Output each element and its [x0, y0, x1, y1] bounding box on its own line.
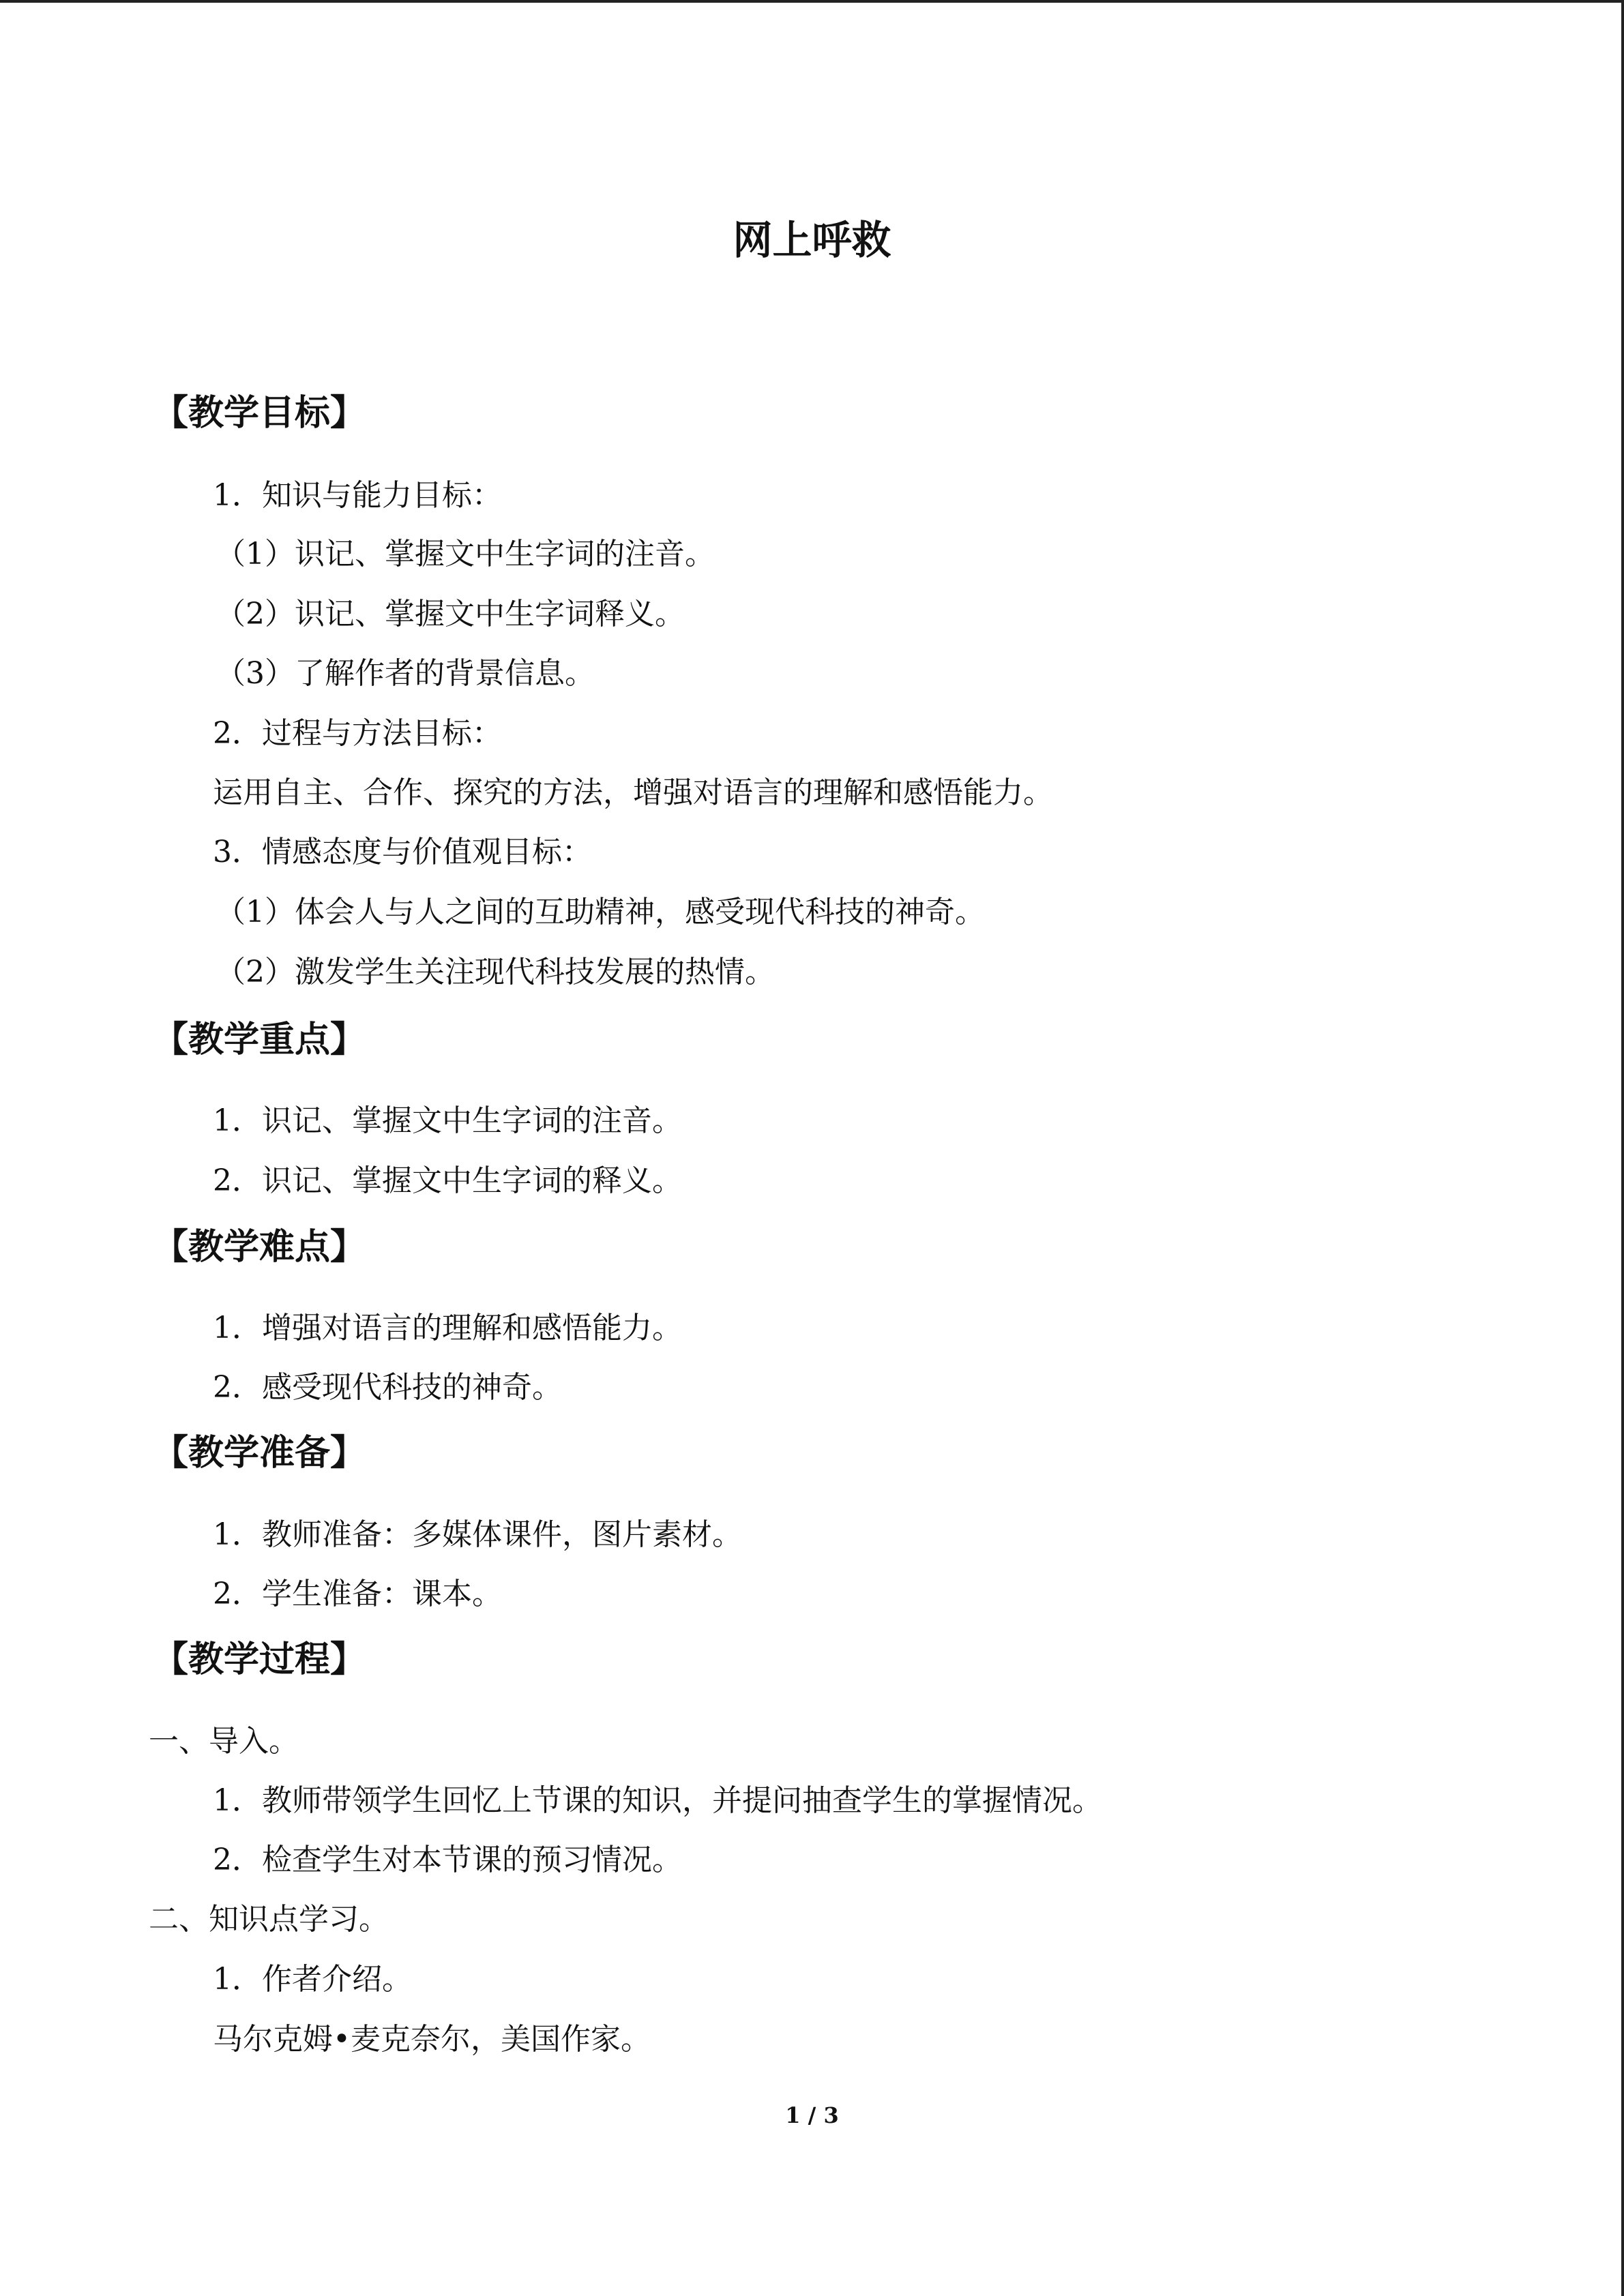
difficulties-line-2: 2．感受现代科技的神奇。 [213, 1370, 562, 1405]
section-heading-difficulties: 【教学难点】 [153, 1226, 366, 1268]
document-title: 网上呼救 [733, 217, 891, 263]
objectives-line-3: （2）识记、掌握文中生字词释义。 [216, 597, 685, 631]
process-line-3: 2．检查学生对本节课的预习情况。 [213, 1843, 682, 1877]
page-number: 1 / 3 [785, 2102, 839, 2128]
objectives-line-8: （1）体会人与人之间的互助精神，感受现代科技的神奇。 [216, 895, 985, 929]
process-line-1: 一、导入。 [149, 1724, 299, 1759]
process-line-4: 二、知识点学习。 [149, 1902, 389, 1937]
objectives-line-9: （2）激发学生关注现代科技发展的热情。 [216, 955, 775, 989]
page-top-border [0, 0, 1624, 3]
process-line-6: 马尔克姆•麦克奈尔，美国作家。 [213, 2022, 651, 2057]
objectives-line-1: 1．知识与能力目标： [213, 478, 502, 513]
difficulties-line-1: 1．增强对语言的理解和感悟能力。 [213, 1311, 682, 1345]
section-heading-objectives: 【教学目标】 [153, 392, 366, 434]
page-right-border [1621, 0, 1624, 2296]
objectives-line-7: 3．情感态度与价值观目标： [213, 835, 592, 869]
objectives-line-5: 2．过程与方法目标： [213, 716, 502, 751]
objectives-line-2: （1）识记、掌握文中生字词的注音。 [216, 537, 715, 571]
preparation-line-2: 2．学生准备：课本。 [213, 1577, 502, 1611]
objectives-line-6: 运用自主、合作、探究的方法，增强对语言的理解和感悟能力。 [213, 775, 1053, 810]
section-heading-preparation: 【教学准备】 [153, 1432, 366, 1474]
preparation-line-1: 1．教师准备：多媒体课件，图片素材。 [213, 1517, 742, 1552]
process-line-2: 1．教师带领学生回忆上节课的知识，并提问抽查学生的掌握情况。 [213, 1783, 1102, 1818]
section-heading-key-points: 【教学重点】 [153, 1019, 366, 1060]
process-line-5: 1．作者介绍。 [213, 1962, 412, 1997]
objectives-line-4: （3）了解作者的背景信息。 [216, 656, 595, 691]
section-heading-process: 【教学过程】 [153, 1639, 366, 1680]
key-points-line-2: 2．识记、掌握文中生字词的释义。 [213, 1163, 682, 1198]
key-points-line-1: 1．识记、掌握文中生字词的注音。 [213, 1103, 682, 1138]
